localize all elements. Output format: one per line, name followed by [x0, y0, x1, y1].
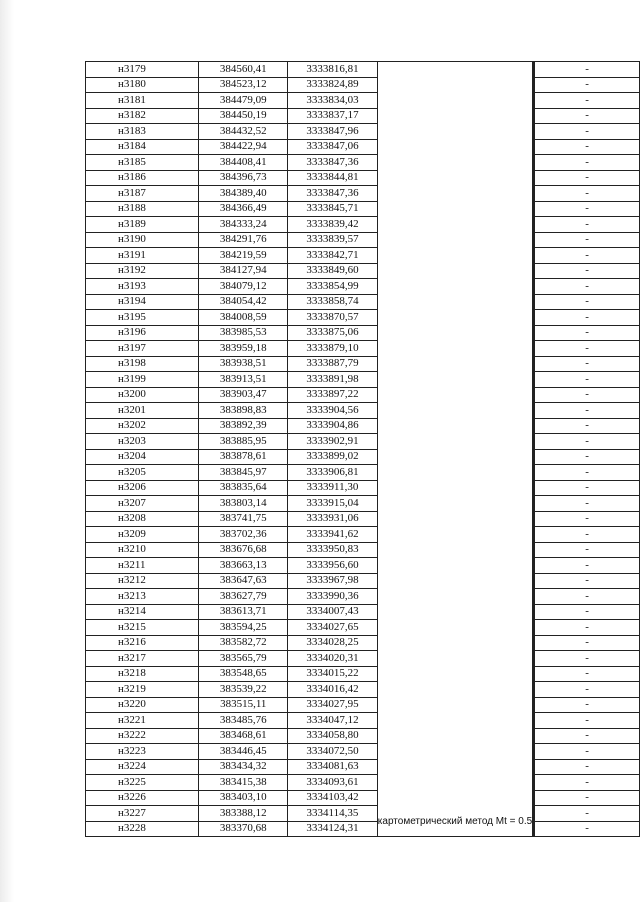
y-coordinate-cell: 3333887,79 — [288, 356, 378, 372]
y-coordinate-cell: 3334007,43 — [288, 604, 378, 620]
table-row — [86, 759, 640, 775]
dash-cell: - — [535, 713, 640, 729]
dash-cell: - — [535, 558, 640, 574]
method-note-cell — [377, 62, 533, 837]
table-row — [86, 697, 640, 713]
table-row — [86, 728, 640, 744]
dash-cell: - — [535, 155, 640, 171]
x-coordinate-cell: 383613,71 — [199, 604, 288, 620]
dash-cell: - — [535, 186, 640, 202]
table-row — [86, 418, 640, 434]
x-coordinate-cell: 383539,22 — [199, 682, 288, 698]
table-row — [86, 744, 640, 760]
point-id-cell: н3213 — [86, 589, 199, 605]
table-row — [86, 341, 640, 357]
y-coordinate-cell: 3333904,86 — [288, 418, 378, 434]
y-coordinate-cell: 3333858,74 — [288, 294, 378, 310]
dash-cell: - — [535, 573, 640, 589]
x-coordinate-cell: 383885,95 — [199, 434, 288, 450]
dash-cell: - — [535, 387, 640, 403]
dash-cell: - — [535, 325, 640, 341]
y-coordinate-cell: 3333849,60 — [288, 263, 378, 279]
x-coordinate-cell: 384450,19 — [199, 108, 288, 124]
y-coordinate-cell: 3333847,36 — [288, 186, 378, 202]
table-row — [86, 263, 640, 279]
y-coordinate-cell: 3333842,71 — [288, 248, 378, 264]
dash-cell: - — [535, 806, 640, 822]
table-row — [86, 232, 640, 248]
dash-cell: - — [535, 310, 640, 326]
y-coordinate-cell: 3334058,80 — [288, 728, 378, 744]
dash-cell: - — [535, 62, 640, 78]
point-id-cell: н3201 — [86, 403, 199, 419]
x-coordinate-cell: 383446,45 — [199, 744, 288, 760]
table-row — [86, 201, 640, 217]
point-id-cell: н3180 — [86, 77, 199, 93]
dash-cell: - — [535, 124, 640, 140]
table-row — [86, 356, 640, 372]
point-id-cell: н3197 — [86, 341, 199, 357]
table-row — [86, 589, 640, 605]
y-coordinate-cell: 3333839,42 — [288, 217, 378, 233]
dash-cell: - — [535, 682, 640, 698]
y-coordinate-cell: 3333902,91 — [288, 434, 378, 450]
dash-cell: - — [535, 651, 640, 667]
dash-cell: - — [535, 790, 640, 806]
x-coordinate-cell: 384560,41 — [199, 62, 288, 78]
dash-cell: - — [535, 201, 640, 217]
point-id-cell: н3211 — [86, 558, 199, 574]
point-id-cell: н3222 — [86, 728, 199, 744]
x-coordinate-cell: 384333,24 — [199, 217, 288, 233]
scan-edge-shadow — [0, 0, 14, 902]
point-id-cell: н3219 — [86, 682, 199, 698]
dash-cell: - — [535, 604, 640, 620]
y-coordinate-cell: 3333899,02 — [288, 449, 378, 465]
dash-cell: - — [535, 542, 640, 558]
table-row — [86, 403, 640, 419]
point-id-cell: н3186 — [86, 170, 199, 186]
table-row — [86, 449, 640, 465]
dash-cell: - — [535, 744, 640, 760]
point-id-cell: н3221 — [86, 713, 199, 729]
x-coordinate-cell: 383878,61 — [199, 449, 288, 465]
point-id-cell: н3210 — [86, 542, 199, 558]
dash-cell: - — [535, 170, 640, 186]
x-coordinate-cell: 383515,11 — [199, 697, 288, 713]
y-coordinate-cell: 3333847,96 — [288, 124, 378, 140]
table-row — [86, 170, 640, 186]
point-id-cell: н3193 — [86, 279, 199, 295]
y-coordinate-cell: 3333904,56 — [288, 403, 378, 419]
point-id-cell: н3202 — [86, 418, 199, 434]
dash-cell: - — [535, 372, 640, 388]
y-coordinate-cell: 3333967,98 — [288, 573, 378, 589]
point-id-cell: н3181 — [86, 93, 199, 109]
y-coordinate-cell: 3333844,81 — [288, 170, 378, 186]
table-row — [86, 635, 640, 651]
table-row — [86, 790, 640, 806]
point-id-cell: н3179 — [86, 62, 199, 78]
dash-cell: - — [535, 294, 640, 310]
table-row — [86, 480, 640, 496]
y-coordinate-cell: 3334081,63 — [288, 759, 378, 775]
point-id-cell: н3215 — [86, 620, 199, 636]
table-row — [86, 620, 640, 636]
table-row — [86, 496, 640, 512]
point-id-cell: н3204 — [86, 449, 199, 465]
table-row — [86, 542, 640, 558]
table-row — [86, 527, 640, 543]
table-row — [86, 310, 640, 326]
table-row — [86, 387, 640, 403]
x-coordinate-cell: 383903,47 — [199, 387, 288, 403]
dash-cell: - — [535, 666, 640, 682]
x-coordinate-cell: 384523,12 — [199, 77, 288, 93]
y-coordinate-cell: 3333854,99 — [288, 279, 378, 295]
point-id-cell: н3224 — [86, 759, 199, 775]
dash-cell: - — [535, 356, 640, 372]
point-id-cell: н3198 — [86, 356, 199, 372]
point-id-cell: н3227 — [86, 806, 199, 822]
dash-cell: - — [535, 77, 640, 93]
x-coordinate-cell: 384479,09 — [199, 93, 288, 109]
y-coordinate-cell: 3333897,22 — [288, 387, 378, 403]
x-coordinate-cell: 383594,25 — [199, 620, 288, 636]
dash-cell: - — [535, 728, 640, 744]
y-coordinate-cell: 3333915,04 — [288, 496, 378, 512]
x-coordinate-cell: 383627,79 — [199, 589, 288, 605]
point-id-cell: н3192 — [86, 263, 199, 279]
point-id-cell: н3195 — [86, 310, 199, 326]
y-coordinate-cell: 3333834,03 — [288, 93, 378, 109]
y-coordinate-cell: 3333824,89 — [288, 77, 378, 93]
table-row — [86, 186, 640, 202]
dash-cell: - — [535, 279, 640, 295]
table-row — [86, 155, 640, 171]
x-coordinate-cell: 384291,76 — [199, 232, 288, 248]
dash-cell: - — [535, 93, 640, 109]
y-coordinate-cell: 3333875,06 — [288, 325, 378, 341]
x-coordinate-cell: 384389,40 — [199, 186, 288, 202]
table-row — [86, 434, 640, 450]
table-row — [86, 77, 640, 93]
dash-cell: - — [535, 697, 640, 713]
dash-cell: - — [535, 449, 640, 465]
x-coordinate-cell: 383468,61 — [199, 728, 288, 744]
y-coordinate-cell: 3333816,81 — [288, 62, 378, 78]
point-id-cell: н3217 — [86, 651, 199, 667]
x-coordinate-cell: 383485,76 — [199, 713, 288, 729]
table-row — [86, 604, 640, 620]
y-coordinate-cell: 3334027,65 — [288, 620, 378, 636]
x-coordinate-cell: 384079,12 — [199, 279, 288, 295]
table-row — [86, 294, 640, 310]
table-row — [86, 325, 640, 341]
x-coordinate-cell: 383676,68 — [199, 542, 288, 558]
table-row — [86, 806, 640, 822]
y-coordinate-cell: 3334016,42 — [288, 682, 378, 698]
point-id-cell: н3218 — [86, 666, 199, 682]
table-row — [86, 511, 640, 527]
y-coordinate-cell: 3333906,81 — [288, 465, 378, 481]
table-row — [86, 139, 640, 155]
x-coordinate-cell: 383702,36 — [199, 527, 288, 543]
dash-cell: - — [535, 341, 640, 357]
y-coordinate-cell: 3334124,31 — [288, 821, 378, 837]
x-coordinate-cell: 384432,52 — [199, 124, 288, 140]
y-coordinate-cell: 3333870,57 — [288, 310, 378, 326]
table-row — [86, 248, 640, 264]
dash-cell: - — [535, 511, 640, 527]
point-id-cell: н3189 — [86, 217, 199, 233]
y-coordinate-cell: 3334072,50 — [288, 744, 378, 760]
dash-cell: - — [535, 403, 640, 419]
point-id-cell: н3220 — [86, 697, 199, 713]
x-coordinate-cell: 384008,59 — [199, 310, 288, 326]
point-id-cell: н3203 — [86, 434, 199, 450]
dash-cell: - — [535, 589, 640, 605]
point-id-cell: н3209 — [86, 527, 199, 543]
dash-cell: - — [535, 759, 640, 775]
point-id-cell: н3200 — [86, 387, 199, 403]
y-coordinate-cell: 3333931,06 — [288, 511, 378, 527]
x-coordinate-cell: 383548,65 — [199, 666, 288, 682]
point-id-cell: н3187 — [86, 186, 199, 202]
point-id-cell: н3199 — [86, 372, 199, 388]
dash-cell: - — [535, 635, 640, 651]
point-id-cell: н3190 — [86, 232, 199, 248]
point-id-cell: н3214 — [86, 604, 199, 620]
y-coordinate-cell: 3333837,17 — [288, 108, 378, 124]
y-coordinate-cell: 3334114,35 — [288, 806, 378, 822]
table-row — [86, 666, 640, 682]
dash-cell: - — [535, 620, 640, 636]
y-coordinate-cell: 3333956,60 — [288, 558, 378, 574]
point-id-cell: н3206 — [86, 480, 199, 496]
table-row — [86, 62, 640, 78]
y-coordinate-cell: 3333847,36 — [288, 155, 378, 171]
point-id-cell: н3185 — [86, 155, 199, 171]
table-row — [86, 217, 640, 233]
dash-cell: - — [535, 263, 640, 279]
point-id-cell: н3212 — [86, 573, 199, 589]
dash-cell: - — [535, 480, 640, 496]
table-row — [86, 682, 640, 698]
table-row — [86, 372, 640, 388]
y-coordinate-cell: 3334093,61 — [288, 775, 378, 791]
point-id-cell: н3188 — [86, 201, 199, 217]
point-id-cell: н3191 — [86, 248, 199, 264]
x-coordinate-cell: 383403,10 — [199, 790, 288, 806]
table-row — [86, 93, 640, 109]
x-coordinate-cell: 383370,68 — [199, 821, 288, 837]
x-coordinate-cell: 384408,41 — [199, 155, 288, 171]
dash-cell: - — [535, 465, 640, 481]
x-coordinate-cell: 384127,94 — [199, 263, 288, 279]
point-id-cell: н3205 — [86, 465, 199, 481]
point-id-cell: н3207 — [86, 496, 199, 512]
table-row — [86, 573, 640, 589]
y-coordinate-cell: 3333891,98 — [288, 372, 378, 388]
y-coordinate-cell: 3334028,25 — [288, 635, 378, 651]
point-id-cell: н3182 — [86, 108, 199, 124]
y-coordinate-cell: 3333839,57 — [288, 232, 378, 248]
x-coordinate-cell: 383582,72 — [199, 635, 288, 651]
table-row — [86, 279, 640, 295]
x-coordinate-cell: 383892,39 — [199, 418, 288, 434]
y-coordinate-cell: 3334020,31 — [288, 651, 378, 667]
table-row — [86, 558, 640, 574]
x-coordinate-cell: 383938,51 — [199, 356, 288, 372]
y-coordinate-cell: 3333911,30 — [288, 480, 378, 496]
y-coordinate-cell: 3334103,42 — [288, 790, 378, 806]
x-coordinate-cell: 383434,32 — [199, 759, 288, 775]
coordinates-table-body — [86, 62, 640, 837]
y-coordinate-cell: 3333950,83 — [288, 542, 378, 558]
y-coordinate-cell: 3333847,06 — [288, 139, 378, 155]
table-row — [86, 775, 640, 791]
dash-cell: - — [535, 418, 640, 434]
x-coordinate-cell: 383647,63 — [199, 573, 288, 589]
dash-cell: - — [535, 232, 640, 248]
point-id-cell: н3228 — [86, 821, 199, 837]
y-coordinate-cell: 3333879,10 — [288, 341, 378, 357]
point-id-cell: н3223 — [86, 744, 199, 760]
table-row — [86, 713, 640, 729]
x-coordinate-cell: 383898,83 — [199, 403, 288, 419]
table-row — [86, 465, 640, 481]
x-coordinate-cell: 383845,97 — [199, 465, 288, 481]
point-id-cell: н3183 — [86, 124, 199, 140]
y-coordinate-cell: 3333941,62 — [288, 527, 378, 543]
point-id-cell: н3225 — [86, 775, 199, 791]
dash-cell: - — [535, 821, 640, 837]
x-coordinate-cell: 383803,14 — [199, 496, 288, 512]
dash-cell: - — [535, 775, 640, 791]
x-coordinate-cell: 384054,42 — [199, 294, 288, 310]
x-coordinate-cell: 383741,75 — [199, 511, 288, 527]
x-coordinate-cell: 383959,18 — [199, 341, 288, 357]
dash-cell: - — [535, 139, 640, 155]
point-id-cell: н3226 — [86, 790, 199, 806]
x-coordinate-cell: 383663,13 — [199, 558, 288, 574]
y-coordinate-cell: 3334027,95 — [288, 697, 378, 713]
point-id-cell: н3196 — [86, 325, 199, 341]
dash-cell: - — [535, 434, 640, 450]
y-coordinate-cell: 3333990,36 — [288, 589, 378, 605]
x-coordinate-cell: 383985,53 — [199, 325, 288, 341]
point-id-cell: н3184 — [86, 139, 199, 155]
y-coordinate-cell: 3333845,71 — [288, 201, 378, 217]
x-coordinate-cell: 384366,49 — [199, 201, 288, 217]
point-id-cell: н3216 — [86, 635, 199, 651]
x-coordinate-cell: 384422,94 — [199, 139, 288, 155]
table-row — [86, 108, 640, 124]
point-id-cell: н3208 — [86, 511, 199, 527]
dash-cell: - — [535, 496, 640, 512]
dash-cell: - — [535, 217, 640, 233]
x-coordinate-cell: 383388,12 — [199, 806, 288, 822]
table-row — [86, 821, 640, 837]
x-coordinate-cell: 383835,64 — [199, 480, 288, 496]
method-note: картометрический метод Mt = 0.5 — [377, 816, 533, 827]
x-coordinate-cell: 383415,38 — [199, 775, 288, 791]
dash-cell: - — [535, 108, 640, 124]
dash-cell: - — [535, 527, 640, 543]
dash-cell: - — [535, 248, 640, 264]
x-coordinate-cell: 384219,59 — [199, 248, 288, 264]
table-row — [86, 124, 640, 140]
y-coordinate-cell: 3334015,22 — [288, 666, 378, 682]
x-coordinate-cell: 383565,79 — [199, 651, 288, 667]
x-coordinate-cell: 383913,51 — [199, 372, 288, 388]
table-row — [86, 651, 640, 667]
point-id-cell: н3194 — [86, 294, 199, 310]
y-coordinate-cell: 3334047,12 — [288, 713, 378, 729]
coordinates-table — [85, 61, 640, 837]
x-coordinate-cell: 384396,73 — [199, 170, 288, 186]
